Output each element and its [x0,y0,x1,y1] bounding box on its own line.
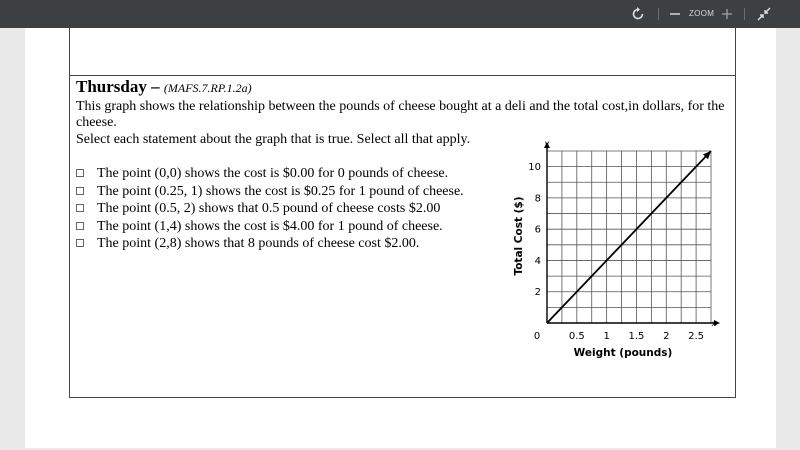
answer-option[interactable] [76,235,496,253]
answer-option[interactable] [76,183,496,201]
option-text: The point (0,0) shows the cost is $0.00 for 0 pounds of cheese. [97,166,449,181]
checkbox[interactable] [76,222,84,230]
x-tick-label: 2.5 [688,331,705,342]
option-text: The point (0.25, 1) shows the cost is $0.25 for 1 pound of cheese. [97,183,464,199]
option-text: The point (2,8) shows that 8 pounds of cheese cost $2.00. [97,236,420,251]
answer-option[interactable] [76,200,496,218]
section-divider [69,75,736,76]
zoom-out-icon[interactable] [668,0,682,28]
y-axis-label: Total Cost ($) [513,196,525,276]
zoom-in-icon[interactable] [720,0,734,28]
y-tick-label: 4 [534,255,541,267]
collapse-icon[interactable] [756,0,772,28]
answer-option[interactable] [76,218,496,236]
title-row [76,77,726,98]
origin-label: 0 [533,331,541,342]
option-text: The point (1,4) shows the cost is $4.00 for 1 pound of cheese. [97,218,443,234]
x-tick-label: 2 [663,331,670,342]
answer-option[interactable] [76,165,496,183]
checkbox[interactable] [76,169,84,177]
data-series [547,151,711,323]
x-axis-label: Weight (pounds) [573,347,673,359]
checkbox[interactable] [76,239,84,247]
zoom-label: ZOOM [689,9,715,18]
x-tick-label: 1.5 [628,331,645,342]
day-title: Thursday [76,77,147,96]
y-tick-label: 10 [528,162,541,174]
toolbar-divider [658,8,659,20]
x-axis-letter: x [711,319,717,328]
y-tick-label: 2 [534,287,541,299]
y-tick-label: 8 [534,193,541,205]
checkbox[interactable] [76,204,84,212]
checkbox[interactable] [76,187,84,195]
y-tick-label: 6 [534,224,541,236]
cost-weight-graph [505,135,730,365]
answer-options [76,165,496,253]
instruction-text: Select each statement about the graph that is true. Select all that apply. [76,132,471,147]
option-text: The point (0.5, 2) shows that 0.5 pound of cheese costs $2.00 [97,201,441,216]
standard-code: (MAFS.7.RP.1.2a) [163,81,252,95]
viewer-toolbar [0,0,800,28]
toolbar-divider [744,8,745,20]
series-line [547,151,711,323]
x-tick-label: 0.5 [568,331,585,342]
x-tick-label: 1 [603,331,610,342]
refresh-icon[interactable] [628,0,648,28]
title-dash: – [151,77,160,96]
problem-description: This graph shows the relationship between the pounds of cheese bought at a deli and the total cost,in dollars, for the cheese. [76,99,725,130]
y-axis-letter: y [544,139,550,148]
